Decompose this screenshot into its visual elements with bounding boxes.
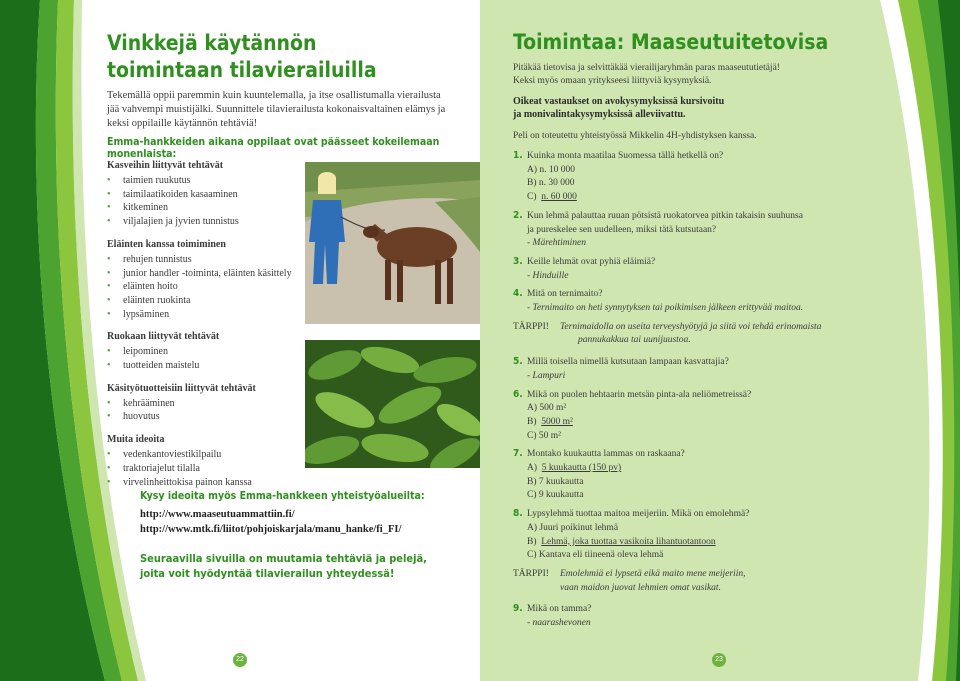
answer: - naarashevonen bbox=[527, 618, 591, 629]
closing-line-2: joita voit hyödyntää tilavierailun yhteydessä! bbox=[140, 567, 395, 580]
question-5 bbox=[513, 356, 833, 383]
photo-girl-with-calf bbox=[305, 162, 480, 324]
list-item: • viljalajien ja jyvien tunnistus bbox=[107, 215, 307, 229]
page-title: Toimintaa: Maaseutuitetovisa bbox=[513, 30, 829, 54]
intro-paragraph: Tekemällä oppii paremmin kuin kuuntelemalla, ja itse osallistumalla vierailusta jää vahvempi muistijälki. Suunnittele tilavierailusta kokonaisvaltainen elämys ja keksi oppilaille käytännön tehtäviä! bbox=[107, 90, 446, 129]
question-number: 1. bbox=[513, 150, 523, 161]
links-section bbox=[140, 490, 460, 537]
category-title: Muita ideoita bbox=[107, 434, 165, 446]
option-c: C) n. 60 000 bbox=[527, 192, 577, 203]
page-number-left: 22 bbox=[233, 653, 247, 667]
question-8 bbox=[513, 508, 833, 563]
option-b: B) Lehmä, joka tuottaa vasikoita lihantuotantoon bbox=[527, 536, 716, 547]
intro-line-1: Pitäkää tietovisa ja selvittäkää vierailijaryhmän paras maaseututietäjä! bbox=[513, 63, 780, 73]
category-plants bbox=[107, 159, 307, 229]
question-text: Montako kuukautta lammas on raskaana? bbox=[527, 449, 685, 460]
correct-answer: 5 kuukautta (150 pv) bbox=[541, 463, 622, 474]
link-maaseutuammattiin[interactable]: http://www.maaseutuammattiin.fi/ bbox=[140, 509, 295, 520]
question-number: 3. bbox=[513, 255, 523, 267]
question-number: 2. bbox=[513, 209, 523, 221]
question-number: 4. bbox=[513, 288, 523, 300]
category-other bbox=[107, 433, 307, 489]
page-number-right: 23 bbox=[712, 653, 726, 667]
list-item: • leipominen bbox=[107, 345, 307, 359]
list-item: • junior handler -toiminta, eläinten käsittely bbox=[107, 267, 307, 281]
option-b: B) n. 30 000 bbox=[527, 178, 575, 189]
tip-line-2: vaan maidon juovat lehmien omat vasikat. bbox=[560, 582, 721, 593]
tip-1-wrap bbox=[513, 321, 833, 348]
question-text: Keille lehmät ovat pyhiä eläimiä? bbox=[527, 256, 656, 267]
list-item: • virvelinheittokisa painon kanssa bbox=[107, 476, 307, 490]
instructions-line-1: Oikeat vastaukset on avokysymyksissä kursivoitu bbox=[513, 96, 725, 107]
list-item: • eläinten ruokinta bbox=[107, 294, 307, 308]
category-title: Käsityötuotteisiin liittyvät tehtävät bbox=[107, 382, 256, 394]
list-item: • taimien ruukutus bbox=[107, 174, 307, 188]
category-title: Ruokaan liittyvät tehtävät bbox=[107, 331, 220, 343]
category-crafts bbox=[107, 382, 307, 424]
cooperation-note: Peli on toteutettu yhteistyössä Mikkelin 4H-yhdistyksen kanssa. bbox=[513, 131, 757, 141]
intro-paragraph bbox=[513, 62, 833, 88]
question-7 bbox=[513, 448, 833, 503]
tip-line-2: pannukakkua tai uunijuustoa. bbox=[578, 335, 691, 346]
link-mtk[interactable]: http://www.mtk.fi/liitot/pohjoiskarjala/manu_hanke/fi_FI/ bbox=[140, 524, 402, 535]
question-2 bbox=[513, 210, 833, 251]
tip-line-1: Emolehmiä ei lypsetä eikä maito mene meijeriin, bbox=[560, 568, 746, 579]
option-a: A) n. 10 000 bbox=[527, 164, 576, 175]
option-a: A) 500 m² bbox=[527, 403, 567, 414]
question-text: Mikä on puolen hehtaarin metsän pinta-ala neliömetreissä? bbox=[527, 389, 752, 400]
question-number: 9. bbox=[513, 603, 523, 615]
tip-label: TÄRPPI! bbox=[513, 568, 549, 579]
question-6 bbox=[513, 389, 833, 444]
photo-plant-seedlings bbox=[305, 340, 480, 468]
question-text: Mikä on tamma? bbox=[527, 604, 592, 615]
question-text: Mitä on ternimaito? bbox=[527, 289, 603, 300]
tip-label: TÄRPPI! bbox=[513, 321, 549, 332]
list-item: • taimilaatikoiden kasaaminen bbox=[107, 188, 307, 202]
question-text: Kuinka monta maatilaa Suomessa tällä hetkellä on? bbox=[527, 151, 724, 161]
question-text: Lypsylehmä tuottaa maitoa meijeriin. Mikä on emolehmä? bbox=[527, 509, 750, 520]
answer: - Märehtiminen bbox=[527, 238, 587, 249]
tip-2 bbox=[513, 568, 833, 595]
question-4 bbox=[513, 288, 833, 315]
list-item: • lypsäminen bbox=[107, 308, 307, 322]
question-text-line-1: Kun lehmä palauttaa ruuan pötsistä ruokatorvea pitkin takaisin suuhunsa bbox=[527, 210, 803, 221]
question-number: 6. bbox=[513, 388, 523, 400]
option-c: C) 9 kuukautta bbox=[527, 490, 584, 501]
option-a: A) Juuri poikinut lehmä bbox=[527, 522, 619, 533]
list-item: • vedenkantoviestikilpailu bbox=[107, 448, 307, 462]
intro-line-2: Keksi myös omaan yritykseesi liittyviä kysymyksiä. bbox=[513, 76, 712, 86]
list-item: • tuotteiden maistelu bbox=[107, 359, 307, 373]
option-b: B) 5000 m² bbox=[527, 416, 573, 427]
list-item: • kitkeminen bbox=[107, 201, 307, 215]
list-item: • kehrääminen bbox=[107, 397, 307, 411]
list-item: • traktoriajelut tilalla bbox=[107, 462, 307, 476]
correct-answer: Lehmä, joka tuottaa vasikoita lihantuotantoon bbox=[541, 536, 716, 547]
list-item: • eläinten hoito bbox=[107, 280, 307, 294]
question-9 bbox=[513, 603, 833, 630]
right-page bbox=[480, 0, 960, 681]
correct-answer: n. 60 000 bbox=[541, 192, 577, 203]
tip-2-wrap bbox=[513, 568, 833, 595]
option-a: A) 5 kuukautta (150 pv) bbox=[527, 463, 622, 474]
page-title: Vinkkejä käytännön toimintaan tilavierailuilla bbox=[107, 31, 377, 82]
answer: - Lampuri bbox=[527, 370, 566, 381]
instructions-line-2: ja monivalintakysymyksissä alleviivattu. bbox=[513, 109, 686, 120]
closing-line-1: Seuraavilla sivuilla on muutamia tehtäviä ja pelejä, bbox=[140, 552, 427, 565]
closing-text bbox=[140, 551, 440, 581]
category-animals bbox=[107, 238, 307, 322]
question-number: 8. bbox=[513, 508, 523, 520]
category-food bbox=[107, 330, 307, 372]
option-c: C) 50 m² bbox=[527, 430, 561, 441]
answer: - Hinduille bbox=[527, 270, 569, 281]
quiz-questions bbox=[513, 150, 833, 636]
question-text: Millä toisella nimellä kutsutaan lampaan kasvattajia? bbox=[527, 357, 729, 368]
answer-instructions bbox=[513, 95, 833, 121]
question-text-line-2: ja pureskelee sen uudelleen, miksi tätä kutsutaan? bbox=[527, 224, 717, 235]
category-title: Eläinten kanssa toimiminen bbox=[107, 238, 226, 250]
section-subheading: Emma-hankkeiden aikana oppilaat ovat päässeet kokeilemaan monenlaista: bbox=[107, 136, 440, 160]
links-title: Kysy ideoita myös Emma-hankkeen yhteistyöalueilta: bbox=[140, 490, 425, 502]
option-c: C) Kantava eli tiineenä oleva lehmä bbox=[527, 550, 664, 561]
tip-1 bbox=[513, 321, 833, 348]
activity-categories bbox=[107, 159, 307, 498]
answer: - Ternimaito on heti synnytyksen tai poikimisen jälkeen erittyvää maitoa. bbox=[527, 303, 804, 314]
option-b: B) 7 kuukautta bbox=[527, 476, 584, 487]
list-item: • rehujen tunnistus bbox=[107, 253, 307, 267]
category-title: Kasveihin liittyvät tehtävät bbox=[107, 160, 224, 171]
question-3 bbox=[513, 256, 833, 283]
question-number: 5. bbox=[513, 356, 523, 368]
question-1 bbox=[513, 150, 833, 205]
question-number: 7. bbox=[513, 448, 523, 460]
correct-answer: 5000 m² bbox=[541, 416, 573, 427]
list-item: • huovutus bbox=[107, 410, 307, 424]
tip-line-1: Ternimaidolla on useita terveyshyötyjä ja siitä voi tehdä erinomaista bbox=[560, 321, 822, 332]
